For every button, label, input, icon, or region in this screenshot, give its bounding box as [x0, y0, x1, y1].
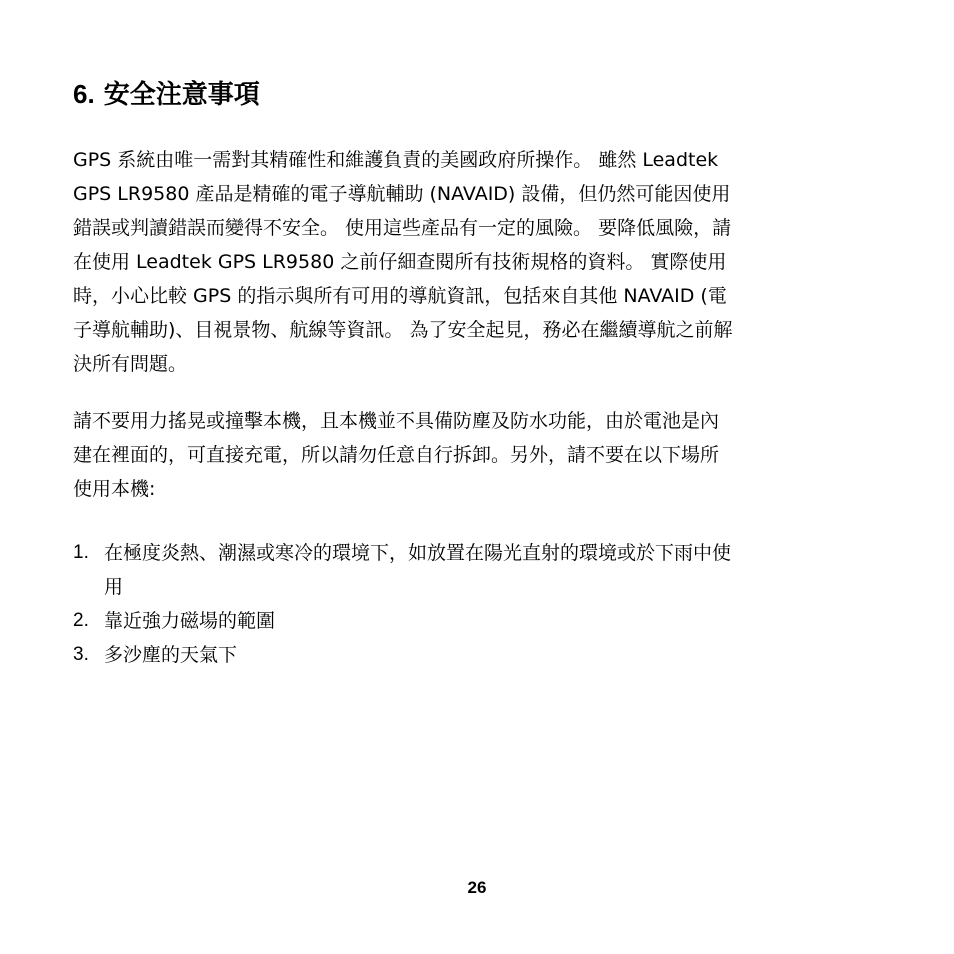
paragraph-line: 子導航輔助)、目視景物、航線等資訊。 為了安全起見，務必在繼續導航之前解 — [73, 319, 733, 341]
list-item-number: 1. — [73, 542, 89, 563]
list-item-text: 在極度炎熱、潮濕或寒冷的環境下，如放置在陽光直射的環境或於下雨中使 — [104, 542, 732, 564]
paragraph-line: GPS LR9580 產品是精確的電子導航輔助 (NAVAID) 設備，但仍然可能因使用 — [73, 183, 731, 205]
paragraph-line: 錯誤或判讀錯誤而變得不安全。 使用這些產品有一定的風險。 要降低風險，請 — [73, 217, 732, 239]
page-number: 26 — [467, 878, 487, 897]
paragraph-gps-disclaimer — [73, 143, 885, 381]
paragraph-line: 決所有問題。 — [73, 353, 188, 375]
section-title: 安全注意事項 — [103, 80, 260, 110]
list-item — [73, 604, 885, 638]
list-item-text: 用 — [104, 576, 124, 598]
paragraph-line: GPS 系統由唯一需對其精確性和維護負責的美國政府所操作。 雖然 Leadtek — [73, 149, 719, 171]
list-item-number: 3. — [73, 644, 89, 665]
paragraph-handling-warning — [73, 404, 885, 506]
paragraph-line: 建在裡面的，可直接充電，所以請勿任意自行拆卸。另外，請不要在以下場所 — [73, 444, 720, 466]
list-item-text: 多沙塵的天氣下 — [104, 644, 238, 666]
paragraph-line: 使用本機: — [73, 478, 156, 500]
paragraph-line: 時，小心比較 GPS 的指示與所有可用的導航資訊，包括來自其他 NAVAID (電 — [73, 285, 727, 307]
section-heading — [73, 74, 260, 115]
paragraph-line: 在使用 Leadtek GPS LR9580 之前仔細查閱所有技術規格的資料。 實際使用 — [73, 251, 727, 273]
list-item-number: 2. — [73, 610, 89, 631]
unsafe-locations-list — [73, 536, 885, 672]
paragraph-line: 請不要用力搖晃或撞擊本機，且本機並不具備防塵及防水功能，由於電池是內 — [73, 410, 720, 432]
list-item — [73, 536, 885, 604]
section-number: 6. — [73, 79, 95, 109]
list-item-text: 靠近強力磁場的範圍 — [104, 610, 276, 632]
list-item — [73, 638, 885, 672]
